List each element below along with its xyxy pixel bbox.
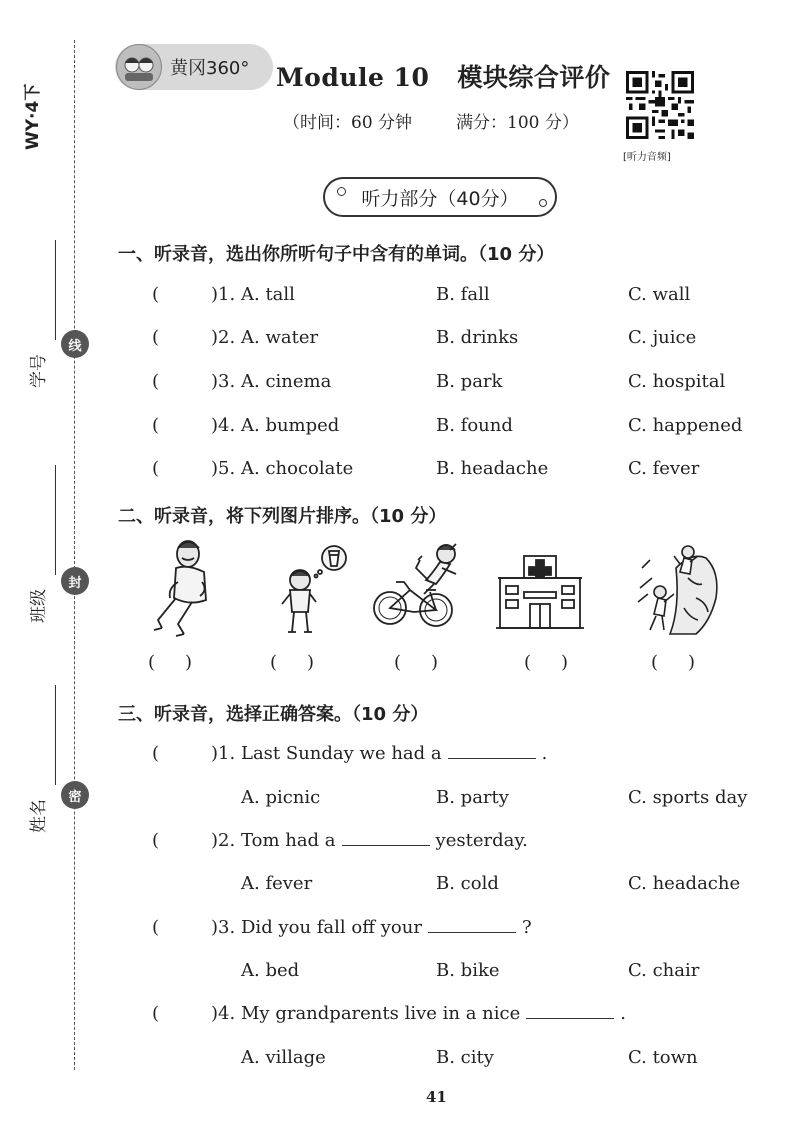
student-number-field[interactable]	[18, 240, 58, 390]
question-number: )1.	[211, 284, 236, 305]
climbing-picture	[636, 538, 722, 638]
qr-code-icon[interactable]	[626, 71, 694, 139]
option-b[interactable]: B. found	[436, 415, 513, 436]
qr-caption: [听力音频]	[623, 152, 671, 163]
option-a[interactable]: A. bed	[241, 960, 300, 981]
option-b[interactable]: B. cold	[436, 873, 499, 894]
answer-paren[interactable]: (	[152, 830, 160, 851]
option-a[interactable]: A. picnic	[241, 787, 321, 808]
section2-title: 二、听录音，将下列图片排序。（10 分）	[118, 506, 447, 527]
seal-feng: 封	[61, 567, 89, 595]
sick-boy-picture	[148, 538, 218, 638]
option-b[interactable]: B. party	[436, 787, 509, 808]
question-number: )1.	[211, 743, 236, 764]
student-number-line	[55, 240, 56, 340]
section1-title: 一、听录音，选出你所听句子中含有的单词。（10 分）	[118, 244, 555, 265]
question-stem: Did you fall off your ?	[241, 917, 532, 938]
answer-blank[interactable]	[448, 744, 536, 759]
answer-paren[interactable]: (	[152, 917, 160, 938]
thirsty-boy-picture	[276, 538, 348, 638]
question-number: )2.	[211, 327, 236, 348]
answer-blank[interactable]	[526, 1004, 614, 1019]
answer-blank[interactable]	[342, 831, 430, 846]
option-a[interactable]: A. water	[241, 327, 319, 348]
picture-answer-paren[interactable]: ( )	[148, 652, 193, 673]
seal-xian: 线	[61, 330, 89, 358]
listening-part-text: 听力部分（40分）	[361, 187, 519, 210]
option-b[interactable]: B. bike	[436, 960, 500, 981]
answer-blank[interactable]	[428, 918, 516, 933]
full-score: 满分：100 分）	[456, 113, 579, 133]
class-field[interactable]	[18, 465, 58, 625]
hospital-picture	[496, 538, 584, 638]
bubble-circle-icon	[337, 187, 346, 196]
name-field[interactable]	[18, 685, 58, 835]
question-number: )3.	[211, 371, 236, 392]
brand-name: 黄冈360°	[170, 58, 250, 79]
exam-info	[283, 108, 579, 133]
picture-answer-paren[interactable]: ( )	[524, 652, 569, 673]
question-number: )2.	[211, 830, 236, 851]
class-label: 班级	[29, 589, 49, 623]
question-number: )3.	[211, 917, 236, 938]
answer-paren[interactable]: (	[152, 371, 160, 392]
option-c[interactable]: C. headache	[628, 873, 741, 894]
option-a[interactable]: A. cinema	[241, 371, 332, 392]
section3-title: 三、听录音，选择正确答案。（10 分）	[118, 704, 429, 725]
book-code	[18, 62, 58, 152]
option-b[interactable]: B. city	[436, 1047, 494, 1068]
question-number: )5.	[211, 458, 236, 479]
time-limit: （时间：60 分钟	[283, 113, 413, 133]
option-b[interactable]: B. drinks	[436, 327, 519, 348]
question-stem: My grandparents live in a nice .	[241, 1003, 626, 1024]
option-b[interactable]: B. headache	[436, 458, 549, 479]
question-stem: Tom had a yesterday.	[241, 830, 528, 851]
book-code-text: WY·4下	[23, 83, 43, 150]
class-line	[55, 465, 56, 575]
bubble-circle-icon	[539, 199, 547, 207]
student-number-label: 学号	[29, 354, 49, 388]
option-a[interactable]: A. tall	[241, 284, 295, 305]
option-b[interactable]: B. park	[436, 371, 503, 392]
option-c[interactable]: C. chair	[628, 960, 700, 981]
brand-badge	[115, 44, 273, 90]
answer-paren[interactable]: (	[152, 1003, 160, 1024]
answer-paren[interactable]: (	[152, 458, 160, 479]
option-c[interactable]: C. fever	[628, 458, 700, 479]
name-line	[55, 685, 56, 785]
question-number: )4.	[211, 1003, 236, 1024]
option-a[interactable]: A. chocolate	[241, 458, 354, 479]
option-c[interactable]: C. town	[628, 1047, 698, 1068]
option-a[interactable]: A. bumped	[241, 415, 340, 436]
brand-logo-icon	[116, 44, 162, 90]
option-c[interactable]: C. happened	[628, 415, 743, 436]
answer-paren[interactable]: (	[152, 284, 160, 305]
page-title	[276, 58, 610, 94]
option-a[interactable]: A. village	[241, 1047, 326, 1068]
name-label: 姓名	[29, 799, 49, 833]
option-c[interactable]: C. sports day	[628, 787, 748, 808]
option-c[interactable]: C. juice	[628, 327, 697, 348]
question-number: )4.	[211, 415, 236, 436]
option-c[interactable]: C. wall	[628, 284, 691, 305]
answer-paren[interactable]: (	[152, 415, 160, 436]
picture-answer-paren[interactable]: ( )	[394, 652, 439, 673]
answer-paren[interactable]: (	[152, 327, 160, 348]
answer-paren[interactable]: (	[152, 743, 160, 764]
module-title: Module 10	[276, 63, 430, 92]
bike-fall-picture	[370, 538, 462, 638]
picture-answer-paren[interactable]: ( )	[270, 652, 315, 673]
assessment-title: 模块综合评价	[457, 63, 611, 92]
picture-answer-paren[interactable]: ( )	[651, 652, 696, 673]
question-stem: Last Sunday we had a .	[241, 743, 548, 764]
page-number: 41	[426, 1088, 447, 1106]
option-a[interactable]: A. fever	[241, 873, 313, 894]
seal-mi: 密	[61, 781, 89, 809]
binding-dashed-line	[74, 40, 75, 1070]
listening-part-label	[323, 177, 557, 217]
option-c[interactable]: C. hospital	[628, 371, 726, 392]
option-b[interactable]: B. fall	[436, 284, 490, 305]
